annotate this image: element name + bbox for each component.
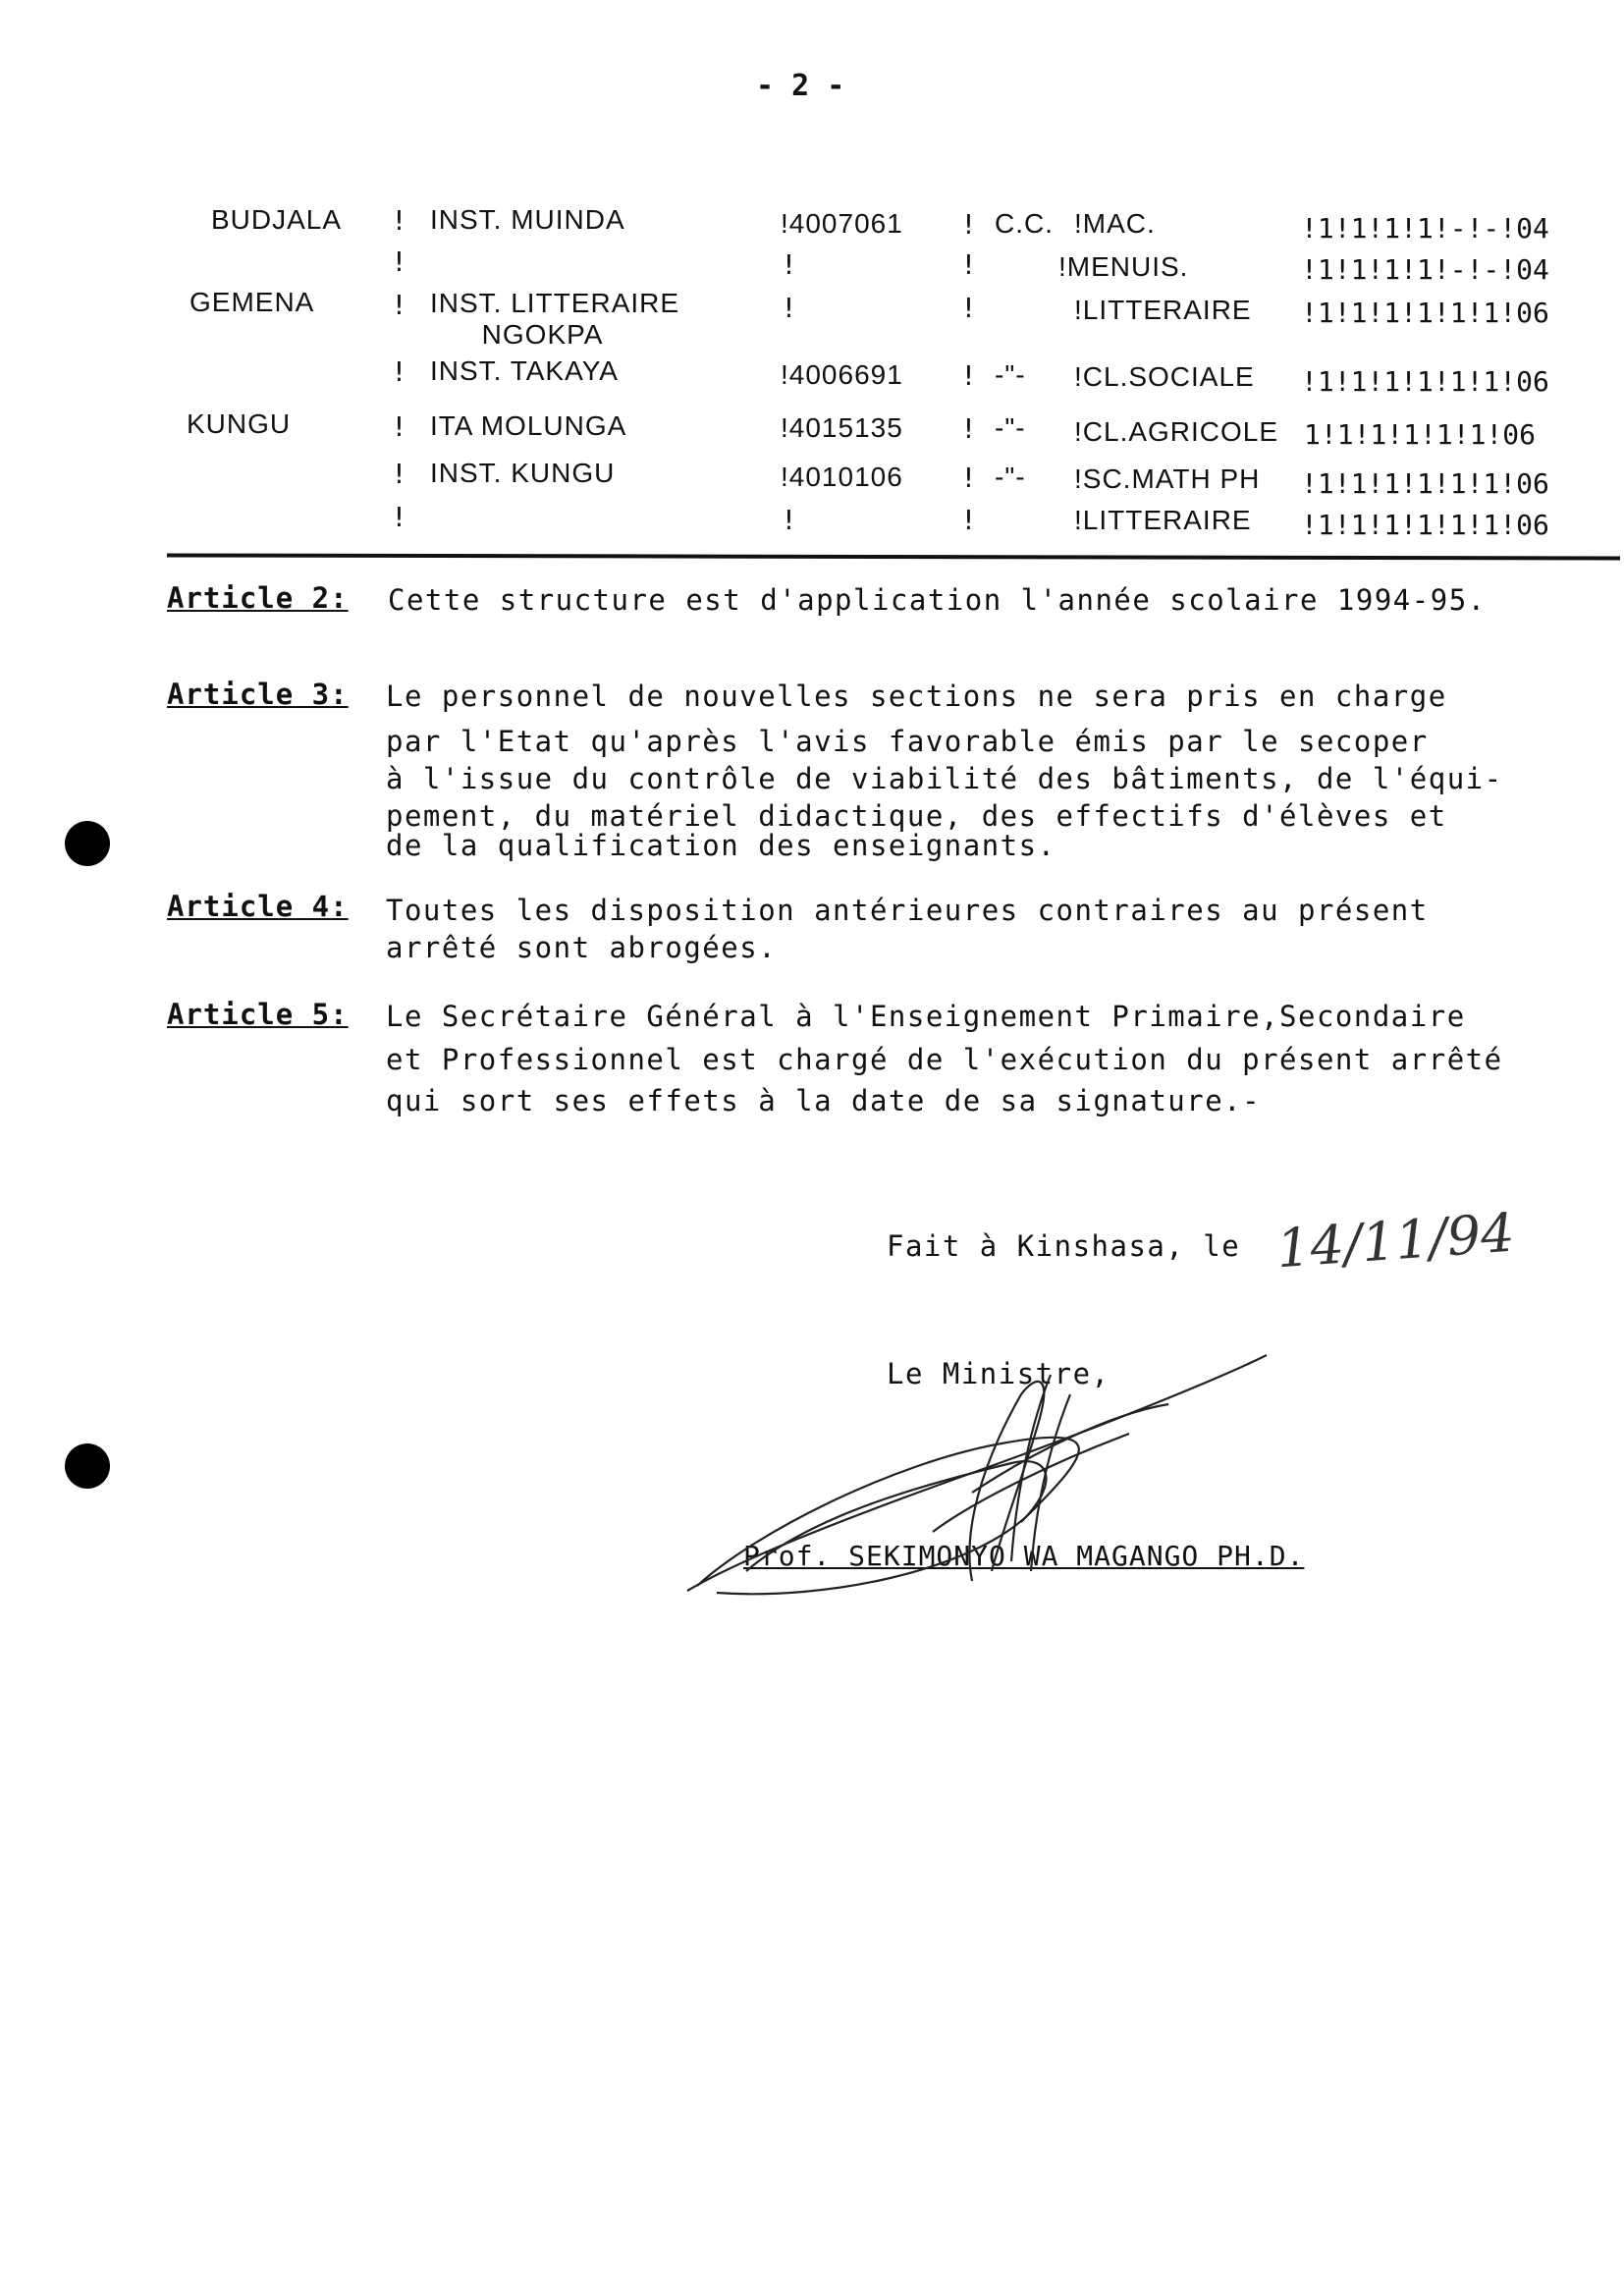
article-line: par l'Etat qu'après l'avis favorable émis par le secoper <box>386 725 1429 758</box>
table-cell-type: -"- <box>995 412 1026 443</box>
table-separator: ! <box>391 204 407 237</box>
table-separator: ! <box>960 248 977 281</box>
table-cell-code: !4007061 <box>781 208 903 239</box>
table-cell-institution: INST. TAKAYA <box>430 355 619 386</box>
table-cell-marks: !1!1!1!1!1!1!06 <box>1301 467 1549 500</box>
table-cell-code: !4006691 <box>781 359 903 390</box>
handwritten-date: 14/11/94 <box>1274 1201 1517 1280</box>
table-separator: ! <box>960 412 977 445</box>
table-cell-type: -"- <box>995 462 1026 492</box>
table-separator: ! <box>391 245 407 278</box>
table-cell-city: BUDJALA <box>211 204 343 235</box>
table-cell-city: KUNGU <box>187 408 292 439</box>
table-cell-section: !SC.MATH PH <box>1074 463 1261 494</box>
article-line: Le personnel de nouvelles sections ne sera pris en charge <box>386 680 1447 713</box>
page-number: - 2 - <box>756 69 845 103</box>
table-cell-section: !MENUIS. <box>1058 251 1189 282</box>
table-cell-marks: !1!1!1!1!-!-!04 <box>1301 253 1549 286</box>
article-line: qui sort ses effets à la date de sa signature.- <box>386 1084 1262 1117</box>
table-cell-marks: !1!1!1!1!1!1!06 <box>1301 365 1549 398</box>
table-cell-marks: !1!1!1!1!1!1!06 <box>1301 509 1549 541</box>
table-cell-marks: 1!1!1!1!1!1!06 <box>1304 418 1537 451</box>
article-label: Article 3: <box>167 678 349 711</box>
article-line: de la qualification des enseignants. <box>386 829 1056 862</box>
table-separator: ! <box>391 458 407 490</box>
table-cell-section: !MAC. <box>1074 208 1156 239</box>
table-cell-marks: !1!1!1!1!1!1!06 <box>1301 297 1549 329</box>
table-separator: ! <box>960 504 977 536</box>
article-line: arrêté sont abrogées. <box>386 931 778 964</box>
table-cell-institution: INST. LITTERAIRE NGOKPA <box>430 288 680 350</box>
table-cell-section: !CL.SOCIALE <box>1074 361 1255 392</box>
article-line: et Professionnel est chargé de l'exécution du présent arrêté <box>386 1043 1503 1076</box>
article-line: Le Secrétaire Général à l'Enseignement Primaire,Secondaire <box>386 1000 1466 1033</box>
article-label: Article 5: <box>167 998 349 1031</box>
article-label: Article 4: <box>167 890 349 923</box>
table-cell-code: ! <box>781 292 797 324</box>
table-cell-section: !CL.AGRICOLE <box>1074 416 1279 447</box>
article-line: pement, du matériel didactique, des effectifs d'élèves et <box>386 799 1447 833</box>
table-cell-marks: !1!1!1!1!-!-!04 <box>1301 212 1549 245</box>
table-separator: ! <box>391 501 407 533</box>
article-line: Toutes les disposition antérieures contraires au présent <box>386 894 1429 927</box>
table-separator: ! <box>960 359 977 392</box>
table-cell-code: ! <box>781 504 797 536</box>
table-cell-city: GEMENA <box>189 287 315 317</box>
table-cell-code: !4015135 <box>781 412 903 443</box>
table-cell-code: ! <box>781 248 797 281</box>
table-separator: ! <box>391 410 407 443</box>
table-cell-code: !4010106 <box>781 462 903 492</box>
table-cell-section: !LITTERAIRE <box>1074 505 1252 535</box>
article-label: Article 2: <box>167 581 349 615</box>
table-separator: ! <box>391 355 407 388</box>
minister-title: Le Ministre, <box>887 1357 1110 1390</box>
table-cell-institution: INST. MUINDA <box>430 204 625 235</box>
table-cell-institution: INST. KUNGU <box>430 458 616 488</box>
table-cell-section: !LITTERAIRE <box>1074 295 1252 325</box>
place-date: Fait à Kinshasa, le <box>887 1229 1241 1263</box>
table-cell-type: -"- <box>995 359 1026 390</box>
table-separator: ! <box>960 292 977 324</box>
table-cell-institution: ITA MOLUNGA <box>430 410 627 441</box>
table-separator: ! <box>960 462 977 494</box>
article-line: à l'issue du contrôle de viabilité des bâtiments, de l'équi- <box>386 762 1503 795</box>
signature-image <box>677 1335 1306 1610</box>
table-separator: ! <box>391 289 407 321</box>
table-separator: ! <box>960 208 977 241</box>
signatory-name: Prof. SEKIMONYO WA MAGANGO PH.D. <box>743 1540 1305 1572</box>
punch-hole <box>65 1443 110 1489</box>
table-bottom-rule <box>167 553 1620 560</box>
table-cell-type: C.C. <box>995 208 1054 239</box>
article-line: Cette structure est d'application l'année scolaire 1994-95. <box>388 583 1487 617</box>
punch-hole <box>65 821 110 866</box>
